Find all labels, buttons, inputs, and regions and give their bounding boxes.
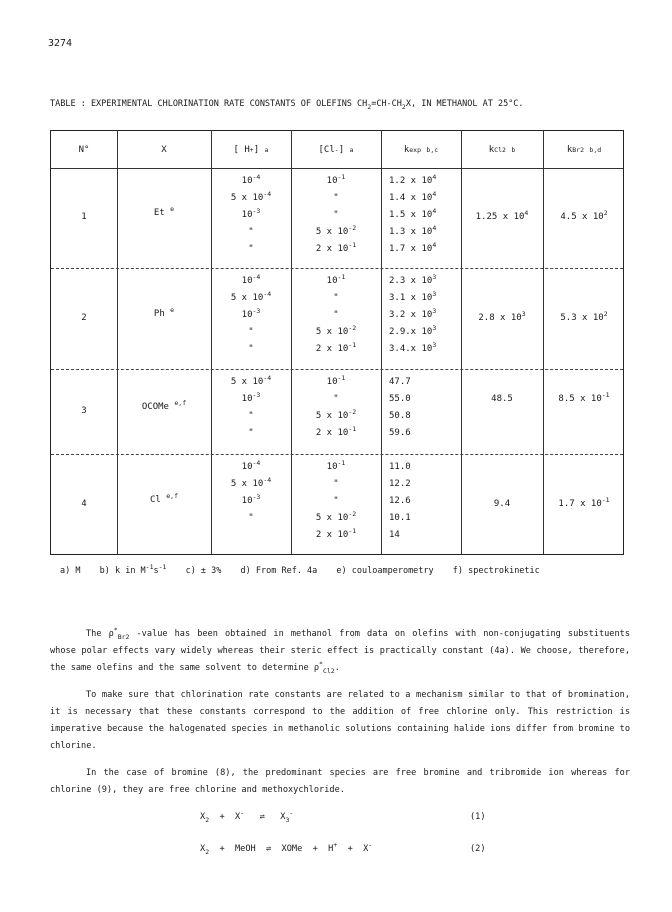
row-4-number: 4: [81, 499, 87, 509]
row-3-cl-value: 5 x $10^{-2}$: [315, 408, 357, 421]
row-4-kexp-value: 12.2: [389, 479, 411, 489]
row-1-cl-value: $10^{-1}$: [326, 173, 346, 186]
row-1-kbr2-value: 4.5 x $10^2$: [560, 209, 608, 222]
row-4-kexp-value: 11.0: [389, 462, 411, 472]
row-3-h-value: $10^{-3}$: [241, 391, 261, 404]
page-number: 3274: [48, 38, 73, 49]
row-1-kexp-value: 1.3 x $10^4$: [389, 224, 437, 237]
row-4-cl-value: ": [333, 496, 339, 506]
row-2-cl-value: 5 x $10^{-2}$: [315, 324, 357, 337]
row-2-cl-value: $10^{-1}$: [326, 273, 346, 286]
row-4-kbr2-value: 1.7 x $10^{-1}$: [558, 496, 610, 509]
row-2-cl-value: ": [333, 310, 339, 320]
row-2-h-value: ": [248, 344, 254, 354]
footnote-d: d) From Ref. 4a: [240, 566, 318, 576]
footnote-e: e) couloamperometry: [336, 566, 434, 576]
row-2-kbr2-value: 5.3 x $10^2$: [560, 310, 608, 323]
row-2-cl-value: 2 x $10^{-1}$: [315, 341, 357, 354]
row-2-cl-value: ": [333, 293, 339, 303]
header-kexp: k exp b,c: [403, 144, 439, 155]
row-1-h-value: ": [248, 227, 254, 237]
row-1-cl-value: ": [333, 210, 339, 220]
row-4-cl-value: 5 x $10^{-2}$: [315, 510, 357, 523]
row-2-kexp-value: 3.1 x $10^3$: [389, 290, 437, 303]
row-4-h-value: $10^{-4}$: [241, 459, 261, 472]
row-4-kexp-value: 10.1: [389, 513, 411, 523]
row-1-kexp-value: 1.7 x $10^4$: [389, 241, 437, 254]
row-3-cl-value: $10^{-1}$: [326, 374, 346, 387]
row-3-h-value: 5 x $10^{-4}$: [230, 374, 272, 387]
row-2-h-value: ": [248, 327, 254, 337]
row-4-h-value: 5 x $10^{-4}$: [230, 476, 272, 489]
row-3-kexp-value: 47.7: [389, 377, 411, 387]
row-1-kexp-value: 1.4 x $10^4$: [389, 190, 437, 203]
row-1-cl-value: 5 x $10^{-2}$: [315, 224, 357, 237]
row-3-number: 3: [81, 406, 87, 416]
footnote-b: b) k in $M^{-1}s^{-1}$: [99, 563, 167, 576]
row-2-kcl2-value: 2.8 x $10^3$: [478, 310, 526, 323]
row-1-h-value: $10^{-3}$: [241, 207, 261, 220]
row-3-kexp-value: 50.8: [389, 411, 411, 421]
row-1-h-value: 5 x $10^{-4}$: [230, 190, 272, 203]
row-4-cl-value: $10^{-1}$: [326, 459, 346, 472]
header-cl-conc: [Cl - ] a: [318, 144, 354, 155]
equation-2-number: (2): [470, 844, 486, 854]
row-3-substituent: OCOMe $^{e,f}$: [141, 399, 187, 412]
row-2-substituent: Ph $^e$: [153, 306, 175, 319]
footnote-f: f) spectrokinetic: [452, 566, 540, 576]
header-kcl2: k Cl2 b: [488, 144, 516, 155]
row-3-kcl2-value: 48.5: [491, 394, 513, 404]
footnote-c: c) ± 3%: [185, 566, 222, 576]
paragraph-3: In the case of bromine (8), the predominant species are free bromine and tribromide ion whereas for chlorine (9), they are free chlorine and methoxychloride.: [50, 768, 630, 795]
row-2-kexp-value: 3.2 x $10^3$: [389, 307, 437, 320]
row-3-cl-value: ": [333, 394, 339, 404]
header-kbr2: k Br2 b,d: [566, 144, 602, 155]
row-4-kexp-value: 12.6: [389, 496, 411, 506]
row-4-substituent: Cl $^{e,f}$: [149, 492, 178, 505]
row-3-cl-value: 2 x $10^{-1}$: [315, 425, 357, 438]
row-2-h-value: $10^{-3}$: [241, 307, 261, 320]
row-1-number: 1: [81, 212, 87, 222]
equation-2: $X_2$ + MeOH ⇌ XOMe + H+ + X-: [200, 841, 373, 856]
row-4-kcl2-value: 9.4: [493, 499, 511, 509]
row-3-kbr2-value: 8.5 x $10^{-1}$: [558, 391, 610, 404]
row-1-cl-value: ": [333, 193, 339, 203]
row-2-kexp-value: 3.4.x $10^3$: [389, 341, 437, 354]
row-1-substituent: Et $^e$: [153, 205, 175, 218]
header-no: N°: [78, 144, 90, 155]
row-2-h-value: 5 x $10^{-4}$: [230, 290, 272, 303]
row-3-h-value: ": [248, 411, 254, 421]
row-1-kexp-value: 1.2 x $10^4$: [389, 173, 437, 186]
paragraph-1: The $\rho^*_{Br2}$ -value has been obtained in methanol from data on olefins with non-conjugating substituents whose polar effects vary widely whereas their steric effect is practically constant (4a). We choose, therefore, the same olefins and the same solvent to determine $\rho^*_{Cl2}$.: [50, 626, 630, 675]
row-3-h-value: ": [248, 428, 254, 438]
row-2-number: 2: [81, 313, 87, 323]
row-4-h-value: ": [248, 513, 254, 523]
paragraph-2: To make sure that chlorination rate constants are related to a mechanism similar to that of bromination, it is necessary that these constants correspond to the addition of free chlorine only. This restriction is imperative because the halogenated species in methanolic solutions containing halide ions differ from bromine to chlorine.: [50, 690, 630, 751]
row-1-cl-value: 2 x $10^{-1}$: [315, 241, 357, 254]
row-1-kcl2-value: 1.25 x $10^4$: [475, 209, 529, 222]
row-1-h-value: $10^{-4}$: [241, 173, 261, 186]
data-table: [50, 130, 624, 555]
row-3-kexp-value: 55.0: [389, 394, 411, 404]
header-h-conc: [ H + ] a: [233, 144, 269, 155]
row-4-cl-value: ": [333, 479, 339, 489]
row-1-h-value: ": [248, 244, 254, 254]
equation-1: $X_2 + X^-$ ⇌ $X_3^-$: [200, 809, 294, 824]
table-footnotes: [60, 563, 554, 576]
header-x: X: [161, 144, 167, 155]
footnote-a: a) M: [60, 566, 81, 576]
row-4-cl-value: 2 x $10^{-1}$: [315, 527, 357, 540]
row-1-kexp-value: 1.5 x $10^4$: [389, 207, 437, 220]
row-2-h-value: $10^{-4}$: [241, 273, 261, 286]
row-2-kexp-value: 2.3 x $10^3$: [389, 273, 437, 286]
table-caption: TABLE : EXPERIMENTAL CHLORINATION RATE CONSTANTS OF OLEFINS $CH_2=CH-CH_2X$, IN METHANOL AT 25°C.: [50, 99, 524, 111]
equation-1-number: (1): [470, 812, 486, 822]
row-3-kexp-value: 59.6: [389, 428, 411, 438]
row-2-kexp-value: 2.9.x $10^3$: [389, 324, 437, 337]
row-4-h-value: $10^{-3}$: [241, 493, 261, 506]
row-4-kexp-value: 14: [389, 530, 400, 540]
